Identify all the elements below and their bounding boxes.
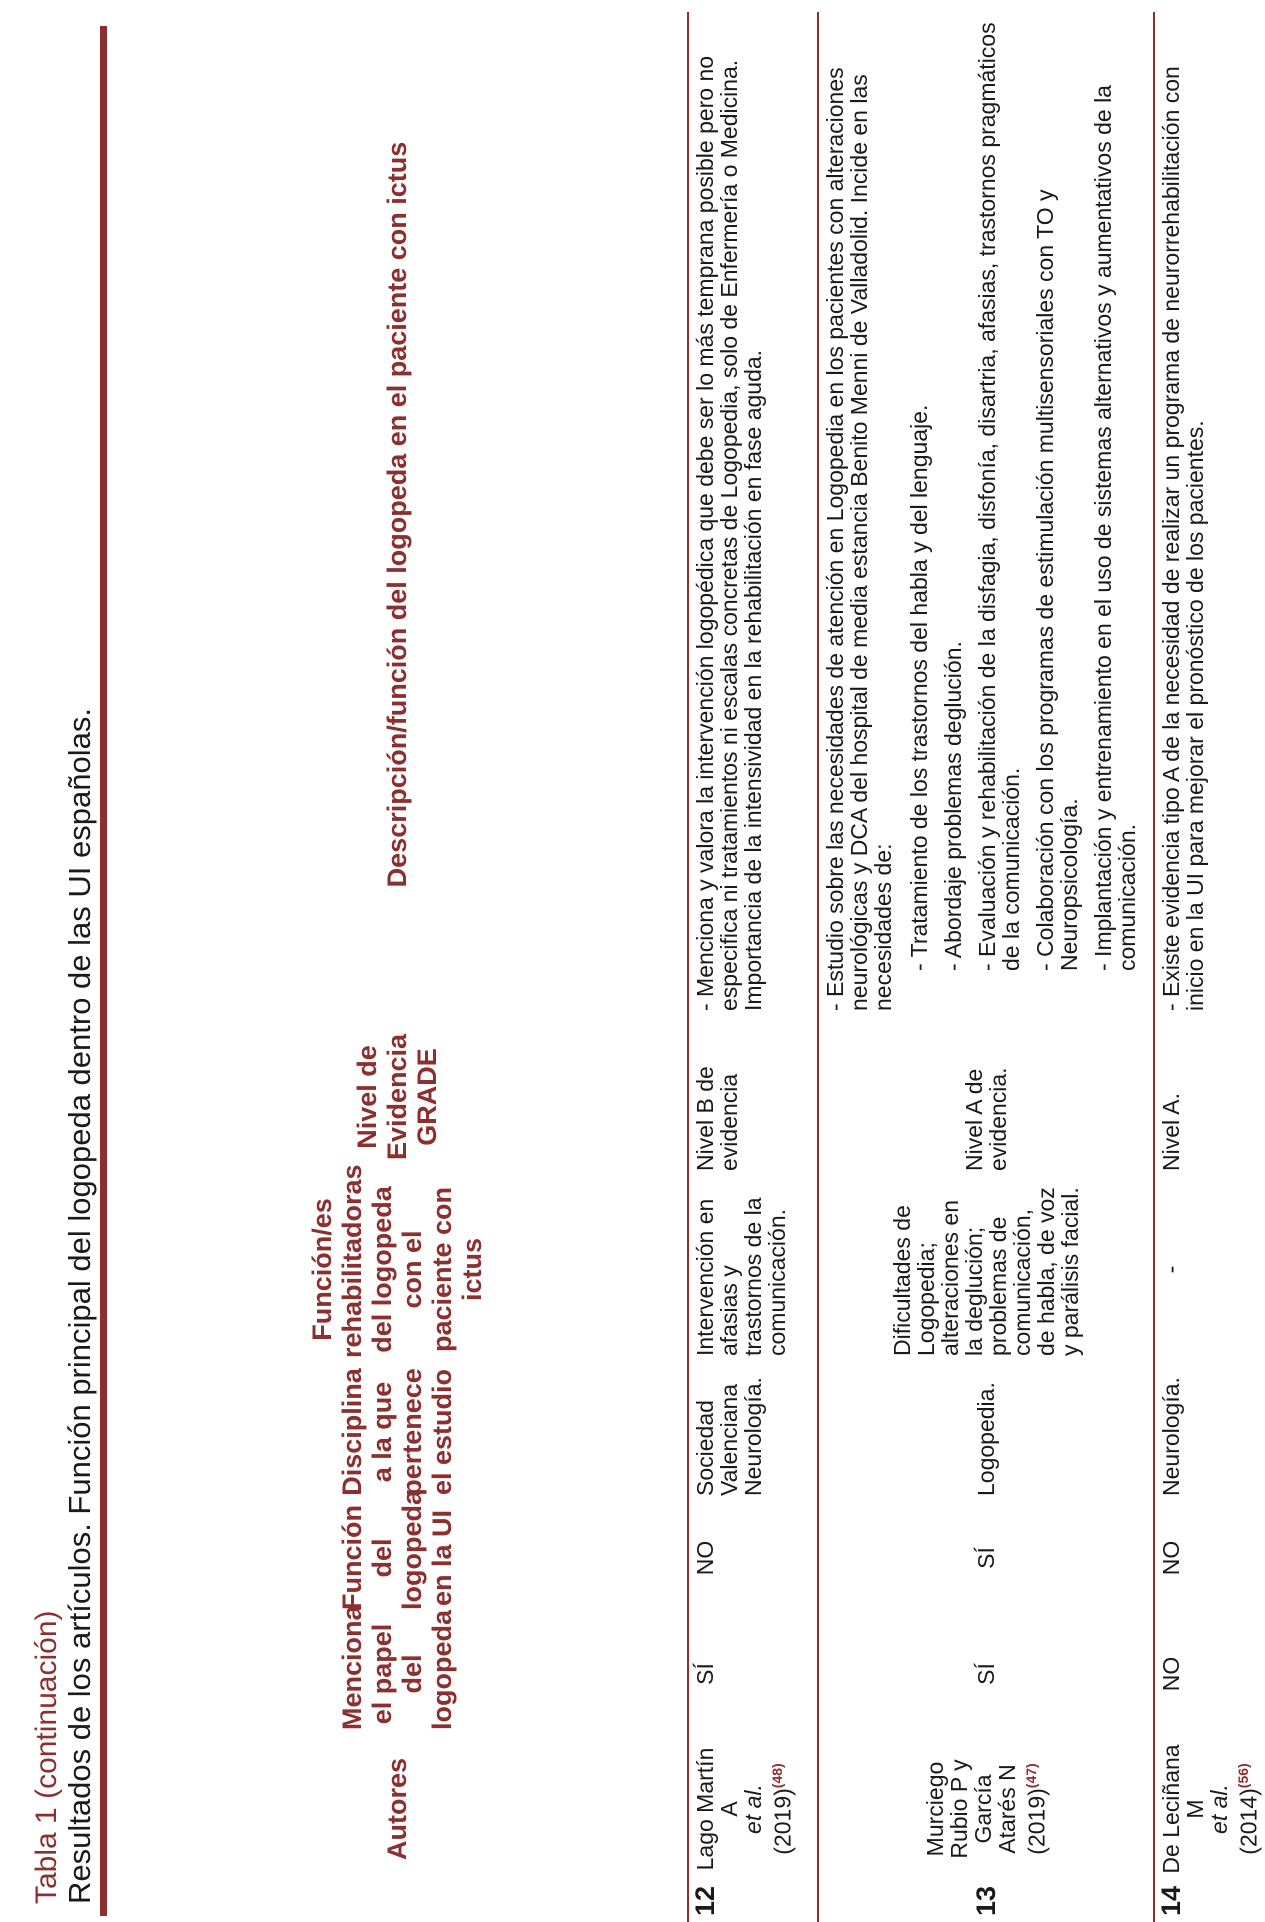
author-main: Murciego Rubio P y García Atarés N — [922, 1759, 1021, 1859]
row-number: 12 — [688, 1884, 818, 1922]
caption-text: Resultados de los artículos. Función principal del logopeda dentro de las UI españolas. — [62, 708, 97, 1904]
nivel-cell: Nivel A de evidencia. — [818, 1017, 1154, 1177]
table-row — [818, 12, 1154, 1922]
header-nivel: Nivel de Evidencia GRADE — [352, 1033, 442, 1161]
descripcion-intro: - Existe evidencia tipo A de la necesidad de realizar un programa de neurorrehabilitación con inicio en la UI para mejorar el pronóstico de los pacientes. — [1158, 66, 1208, 1011]
funcion-ui-cell: NO — [688, 1502, 818, 1614]
header-menciona: Menciona el papel del logopeda — [337, 1605, 457, 1730]
menciona-cell: SÍ — [688, 1614, 818, 1734]
descripcion-item: - Abordaje problemas deglución. — [940, 641, 966, 971]
reference-number: (47) — [1023, 1763, 1040, 1789]
nivel-cell: Nivel B de evidencia — [688, 1017, 818, 1177]
author-year: (2019) — [769, 1788, 796, 1855]
table-row — [688, 12, 818, 1922]
reference-number: (56) — [1235, 1763, 1251, 1789]
descripcion-intro: - Menciona y valora la intervención logopédica que debe ser lo más temprana posible pero no especifica ni tratamientos ni escalas concretas de Logopedia, solo de Enfermería o Medicina. Importancia de la intensividad en la rehabilitación en fase aguda. — [692, 55, 766, 1011]
row-number: 13 — [818, 1884, 1154, 1922]
funcion-ui-cell: NO — [1154, 1502, 1265, 1614]
disciplina-cell: Logopedia. — [818, 1362, 1154, 1502]
header-funcion-ui: Función del logopeda en la UI — [337, 1490, 457, 1610]
nivel-cell: Nivel A. — [1154, 1017, 1265, 1177]
header-descripcion: Descripción/función del logopeda en el paciente con ictus — [382, 141, 412, 888]
author-cell — [818, 1734, 1154, 1884]
descripcion-item: - Implantación y entrenamiento en el uso de sistemas alternativos y aumentativos de la comunicación. — [1090, 85, 1140, 971]
descripcion-intro: - Estudio sobre las necesidades de atención en Logopedia en los pacientes con alteraciones neurológicas y DCA del hospital de media estancia Benito Menni de Valladolid. Incide en las necesidades de: — [822, 67, 896, 1011]
descripcion-item: - Colaboración con los programas de estimulación multisensoriales con TO y Neuropsicología. — [1032, 189, 1082, 971]
funciones-rehab-cell: - — [1154, 1177, 1265, 1362]
header-disciplina: Disciplina a la que pertenece el estudio — [337, 1368, 457, 1496]
menciona-cell: NO — [1154, 1614, 1265, 1734]
funciones-rehab-cell: Dificultades de Logopedia; alteraciones en la deglución; problemas de comunicación, de habla, de voz y parálisis facial. — [818, 1177, 1154, 1362]
author-year: (2014) — [1235, 1788, 1262, 1855]
descripcion-cell — [688, 12, 818, 1017]
author-cell — [1154, 1734, 1265, 1884]
author-main: De Leciñana M — [1158, 1744, 1208, 1874]
descripcion-cell — [818, 12, 1154, 1017]
results-table — [107, 12, 1265, 1922]
author-main: Lago Martín A — [692, 1747, 742, 1871]
header-num — [107, 1884, 688, 1922]
menciona-cell: SÍ — [818, 1614, 1154, 1734]
descripcion-item: - Evaluación y rehabilitación de la disfagia, disfonía, disartria, afasias, trastornos pragmáticos de la comunicación. — [974, 22, 1024, 971]
funcion-ui-cell: SÍ — [818, 1502, 1154, 1614]
disciplina-cell: Sociedad Valenciana Neurología. — [688, 1362, 818, 1502]
descripcion-item: - Tratamiento de los trastornos del habla y del lenguaje. — [906, 404, 932, 971]
table-caption — [30, 104, 97, 1904]
descripcion-cell — [1154, 12, 1265, 1017]
author-etal: et al. — [740, 1784, 766, 1834]
funciones-rehab-cell: Intervención en afasias y trastornos de la comunicación. — [688, 1177, 818, 1362]
header-row — [107, 12, 688, 1922]
table-row — [1154, 12, 1265, 1922]
author-year: (2019) — [1023, 1788, 1050, 1855]
author-etal: et al. — [1206, 1784, 1232, 1834]
header-funciones-rehab: Función/es rehabilitadoras del logopeda con el paciente con ictus — [307, 1164, 487, 1358]
row-number: 14 — [1154, 1884, 1265, 1922]
header-rule — [100, 26, 107, 1916]
caption-label: Tabla 1 (continuación) — [30, 1610, 63, 1904]
disciplina-cell: Neurología. — [1154, 1362, 1265, 1502]
reference-number: (48) — [769, 1763, 785, 1789]
author-cell — [688, 1734, 818, 1884]
header-autores: Autores — [382, 1758, 412, 1861]
